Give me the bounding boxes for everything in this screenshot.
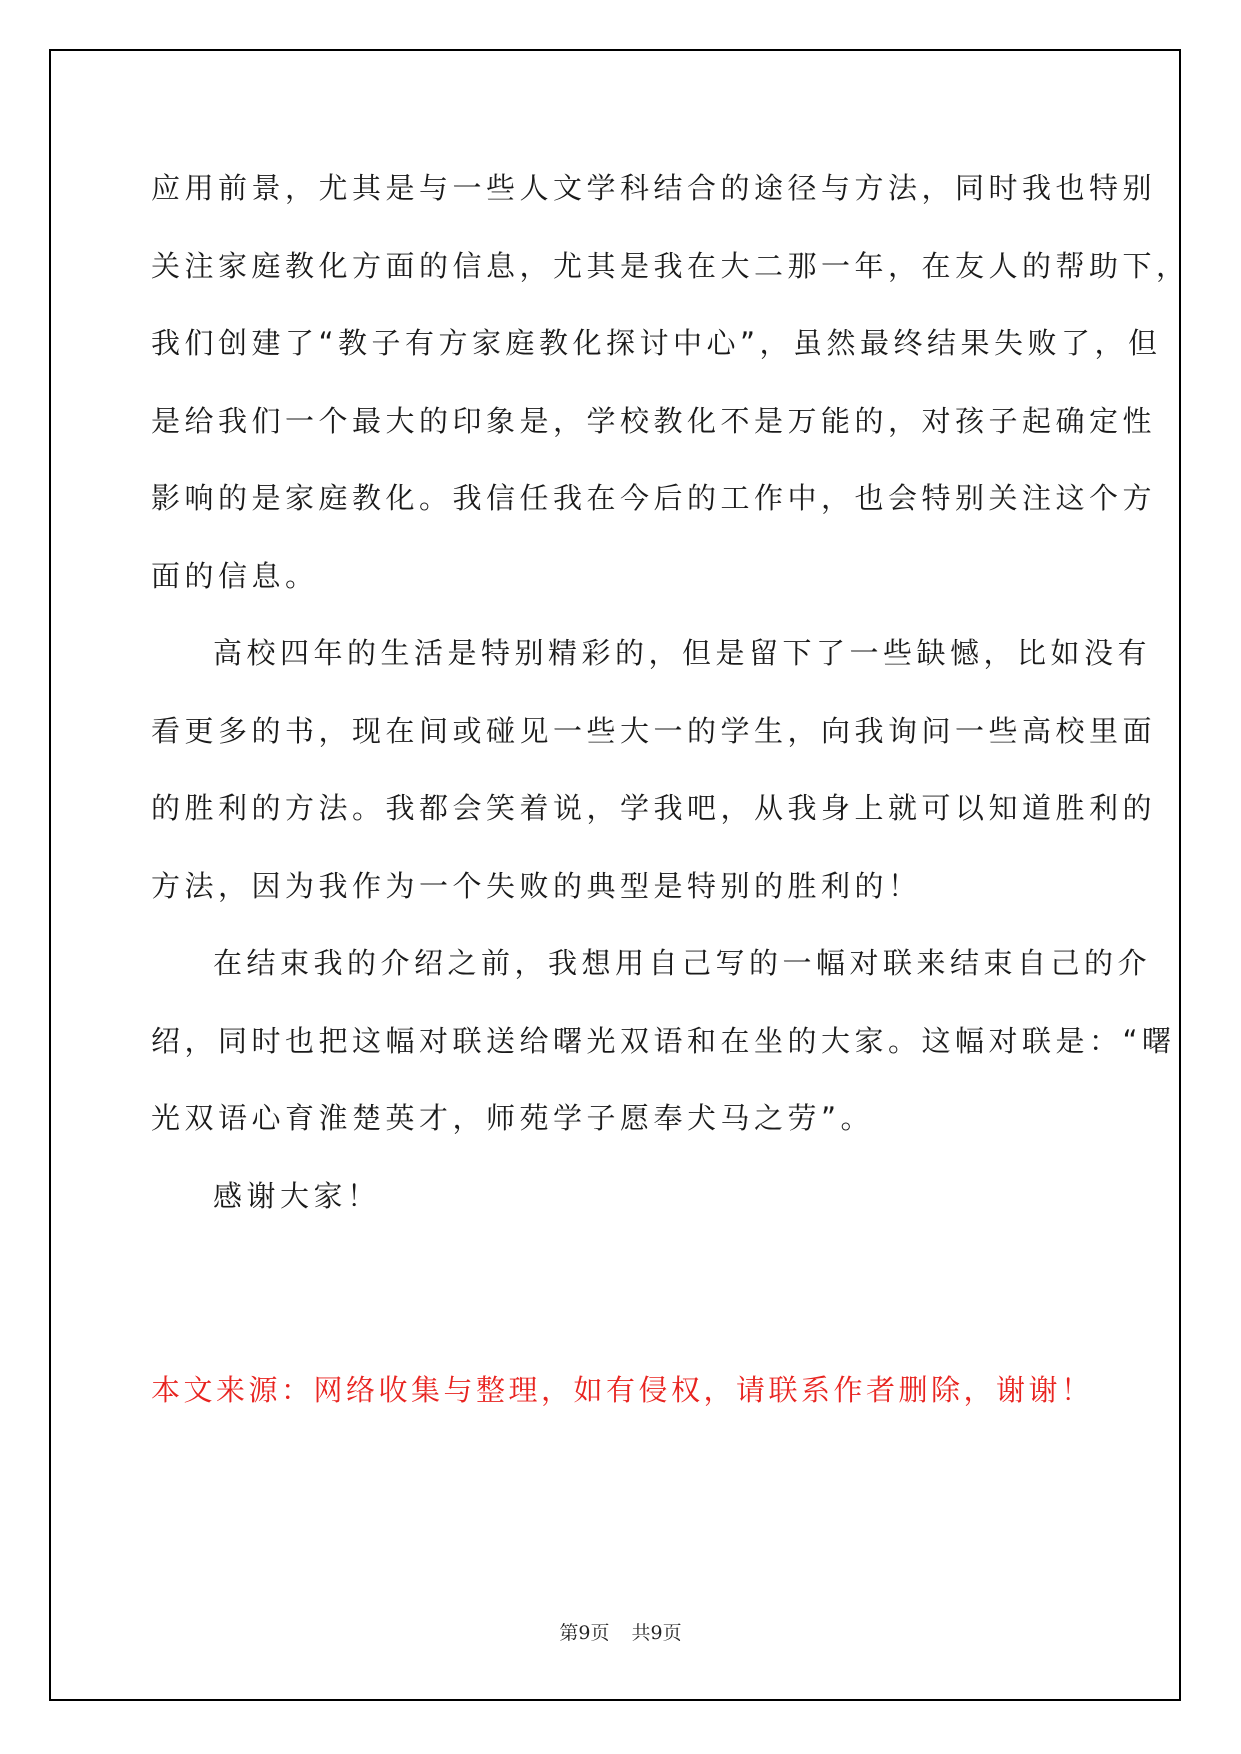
text-line: 光双语心育淮楚英才，师苑学子愿奉犬马之劳”。	[151, 1101, 875, 1135]
text-line: 的胜利的方法。我都会笑着说，学我吧，从我身上就可以知道胜利的	[151, 791, 1157, 825]
paragraph-start-line: 高校四年的生活是特别精彩的，但是留下了一些缺憾，比如没有	[213, 636, 1152, 670]
closing-thanks: 感谢大家！	[213, 1178, 381, 1213]
text-line: 方法，因为我作为一个失败的典型是特别的胜利的！	[151, 868, 922, 903]
text-line: 应用前景，尤其是与一些人文学科结合的途径与方法，同时我也特别	[151, 171, 1157, 205]
document-body	[151, 150, 1190, 1235]
text-line: 是给我们一个最大的印象是，学校教化不是万能的，对孩子起确定性	[151, 403, 1157, 438]
paragraph-start-line: 在结束我的介绍之前，我想用自己写的一幅对联来结束自己的介	[213, 946, 1152, 980]
page-total: 共9页	[631, 1622, 682, 1644]
text-line: 我们创建了“教子有方家庭教化探讨中心”，虽然最终结果失败了，但	[151, 326, 1162, 360]
text-line: 关注家庭教化方面的信息，尤其是我在大二那一年，在友人的帮助下，	[151, 248, 1190, 283]
text-line: 面的信息。	[151, 558, 319, 593]
text-line: 看更多的书，现在间或碰见一些大一的学生，向我询问一些高校里面	[151, 713, 1157, 748]
page-number: 第9页	[559, 1622, 610, 1644]
page-footer	[0, 1618, 1241, 1645]
text-line: 绍，同时也把这幅对联送给曙光双语和在坐的大家。这幅对联是：“曙	[151, 1023, 1176, 1058]
source-notice: 本文来源：网络收集与整理，如有侵权，请联系作者删除，谢谢！	[151, 1373, 1094, 1407]
text-line: 影响的是家庭教化。我信任我在今后的工作中，也会特别关注这个方	[151, 481, 1157, 515]
